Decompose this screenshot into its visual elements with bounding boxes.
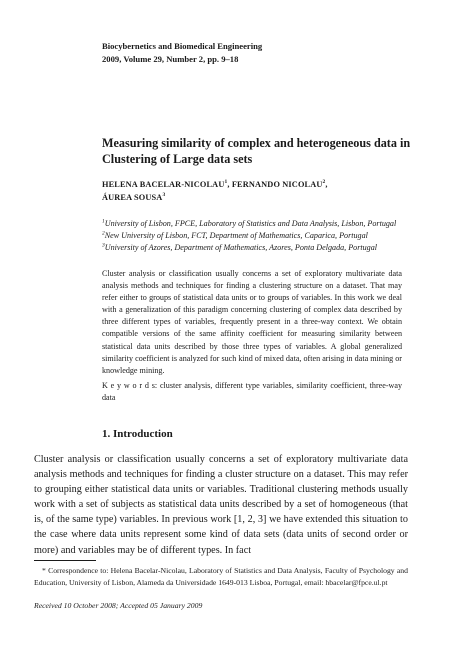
keywords-list: cluster analysis, different type variables, similarity coefficient, three-way data (102, 381, 403, 403)
abstract: Cluster analysis or classification usually concerns a set of exploratory multivariate data analysis methods and techniques for finding a clustering structure on a dataset. That may refer either to groups of statistical data units or to groups of variables. In this work we deal with a generalization of this paradigm concerning clustering of complex data described by three different types of variables, frequently present in a three-way context. We obtain compatible versions of the same affinity coefficient for measuring similarity between statistical data units described by those three types of variables. A global generalized similarity coefficient is analyzed for such kind of mixed data, often arising in data mining or knowledge mining. (102, 269, 402, 375)
affiliation-list (102, 218, 422, 254)
author-affil-mark: 2 (322, 179, 326, 186)
intro-paragraph: Cluster analysis or classification usually concerns a set of exploratory multivariate data analysis methods and techniques for finding a cluster structure on a dataset. This may refer to grouping either statistical data units or variables. Traditional clustering methods usually work with a set of subjects as statistical data units described by a set of homogeneous (that is, of the same type) variables. In previous work [1, 2, 3] we have extended this situation to the case where data units represent some kind of data sets (data units of second order or more) and variables may be of different types. In fact (34, 454, 408, 556)
footnote-text: * Correspondence to: Helena Bacelar-Nicolau, Laboratory of Statistics and Data Analysis, Faculty of Psychology and Education, University of Lisbon, Alameda da Universidade 1649-013 Lisboa, Portugal, email: hbacelar@fpce.ul.pt (34, 566, 408, 587)
journal-issue: 2009, Volume 29, Number 2, pp. 9–18 (102, 54, 239, 64)
footnote-divider (34, 560, 96, 561)
section-heading: 1. Introduction (102, 428, 173, 440)
affiliation-number: 2 (102, 230, 105, 237)
author-separator: , (325, 180, 328, 189)
affiliation-item (102, 242, 422, 254)
affiliation-text: University of Azores, Department of Mathematics, Azores, Ponta Delgada, Portugal (104, 243, 377, 252)
article-title: Measuring similarity of complex and heterogeneous data in Clustering of Large data sets (102, 136, 411, 166)
author-name: HELENA BACELAR-NICOLAU (102, 180, 225, 189)
journal-header (102, 40, 262, 66)
author-list (102, 178, 412, 204)
received-dates: Received 10 October 2008; Accepted 05 January 2009 (34, 601, 203, 610)
affiliation-item (102, 218, 422, 230)
journal-name: Biocybernetics and Biomedical Engineering (102, 41, 263, 51)
keywords-label: K e y w o r d s: (102, 381, 158, 390)
author-separator: , FERNANDO NICOLAU (227, 180, 323, 189)
footnote (34, 565, 408, 588)
affiliation-number: 1 (102, 218, 105, 225)
author-line-2 (102, 191, 412, 204)
author-line-1 (102, 178, 412, 191)
affiliation-text: University of Lisbon, FPCE, Laboratory of Statistics and Data Analysis, Lisbon, Portugal (104, 219, 397, 228)
author-name: ÁUREA SOUSA (102, 193, 163, 202)
affiliation-item (102, 230, 422, 242)
author-affil-mark: 3 (162, 192, 166, 199)
affiliation-number: 3 (102, 242, 105, 249)
author-affil-mark: 1 (224, 179, 228, 186)
affiliation-text: New University of Lisbon, FCT, Department of Mathematics, Caparica, Portugal (104, 231, 368, 240)
keywords (102, 380, 402, 404)
